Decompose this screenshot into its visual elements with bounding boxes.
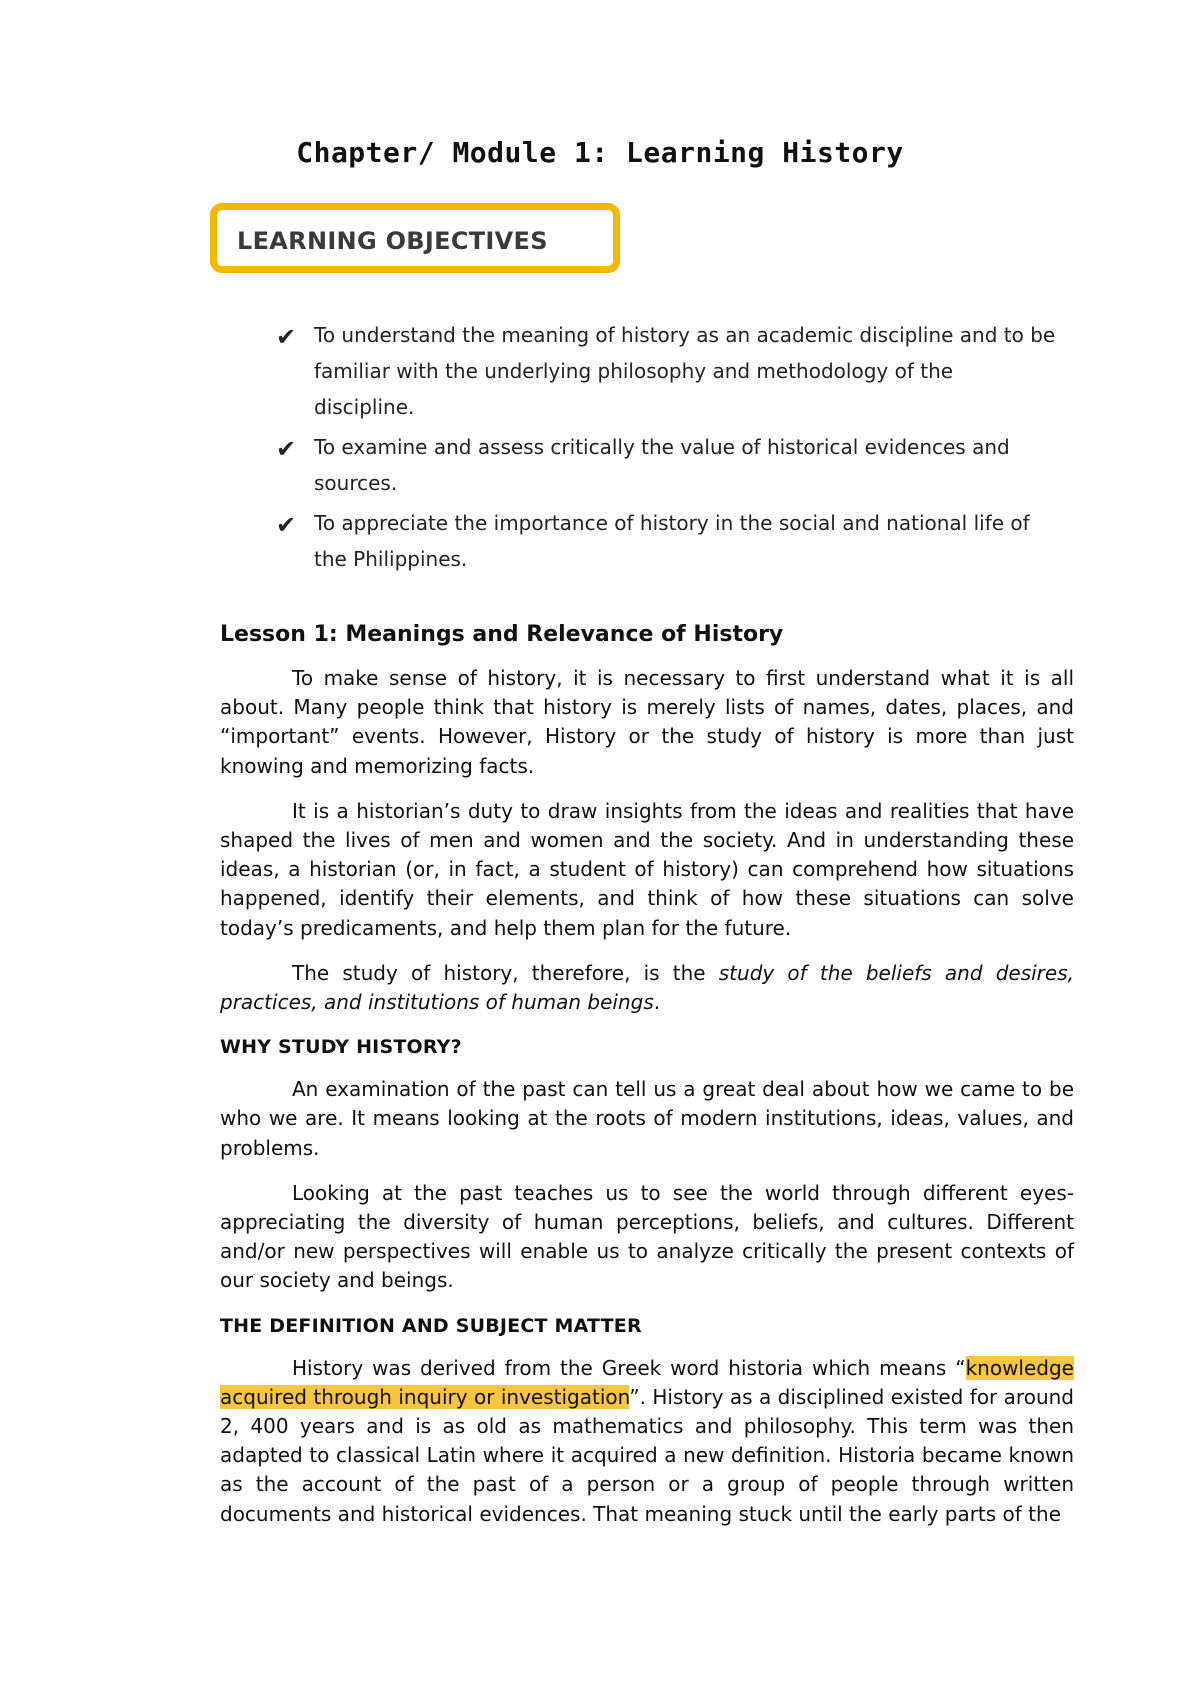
objective-text: To examine and assess critically the value of historical evidences and sources. <box>314 435 1010 495</box>
learning-objectives-label: LEARNING OBJECTIVES <box>237 227 548 255</box>
objective-item <box>0 429 1058 501</box>
checkmark-icon: ✔ <box>276 323 297 351</box>
objectives-list <box>0 317 1058 581</box>
paragraph <box>220 1354 1074 1529</box>
paragraph-text: The study of history, therefore, is the <box>292 960 719 985</box>
learning-objectives-box <box>210 203 620 273</box>
section-heading-definition: THE DEFINITION AND SUBJECT MATTER <box>220 1314 642 1337</box>
paragraph: An examination of the past can tell us a great deal about how we came to be who we are. It means looking at the roots of modern institutions, ideas, values, and problems. <box>220 1077 1074 1160</box>
paragraph: It is a historian’s duty to draw insights from the ideas and realities that have shaped the lives of men and women and the society. And in understanding these ideas, a historian (or, in fact, a student of history) can comprehend how situations happened, identify their elements, and think of how these situations can solve today’s predicaments, and help them plan for the future. <box>220 798 1074 940</box>
paragraph-text: ”. History as a disciplined existed for around 2, 400 years and is as old as mathematics and philosophy. This term was then adapted to classical Latin where it acquired a new definition. Historia became known as the account of the past of a person or a group of people through written documents and historical evidences. That meaning stuck until the early parts of the <box>220 1384 1075 1526</box>
objective-text: To understand the meaning of history as an academic discipline and to be familiar with the underlying philosophy and methodology of the discipline. <box>314 323 1056 419</box>
objective-item <box>0 505 1058 577</box>
paragraph <box>220 959 1074 1017</box>
chapter-title: Chapter/ Module 1: Learning History <box>296 136 904 169</box>
paragraph-text: History was derived from the Greek word historia which means “ <box>292 1355 966 1380</box>
paragraph: To make sense of history, it is necessary to first understand what it is all about. Many people think that history is merely lists of names, dates, places, and “important” events. However, History or the study of history is more than just knowing and memorizing facts. <box>220 666 1074 778</box>
checkmark-icon: ✔ <box>276 511 297 539</box>
paragraph-text: . <box>653 990 661 1015</box>
paragraph: Looking at the past teaches us to see the world through different eyes- appreciating the diversity of human perceptions, beliefs, and cultures. Different and/or new perspectives will enable us to analyze critically the present contexts of our society and beings. <box>220 1180 1074 1293</box>
objective-text: To appreciate the importance of history in the social and national life of the Philippines. <box>314 511 1030 571</box>
highlighted-text: knowledge acquired through inquiry or investigation <box>220 1355 1074 1409</box>
checkmark-icon: ✔ <box>276 435 297 463</box>
section-heading-why-study-history: WHY STUDY HISTORY? <box>220 1036 462 1059</box>
italic-definition: study of the beliefs and desires, practices, and institutions of human beings <box>220 960 1074 1015</box>
lesson-title: Lesson 1: Meanings and Relevance of History <box>220 622 784 647</box>
lesson-content <box>220 620 1074 1545</box>
objective-item <box>0 317 1058 425</box>
